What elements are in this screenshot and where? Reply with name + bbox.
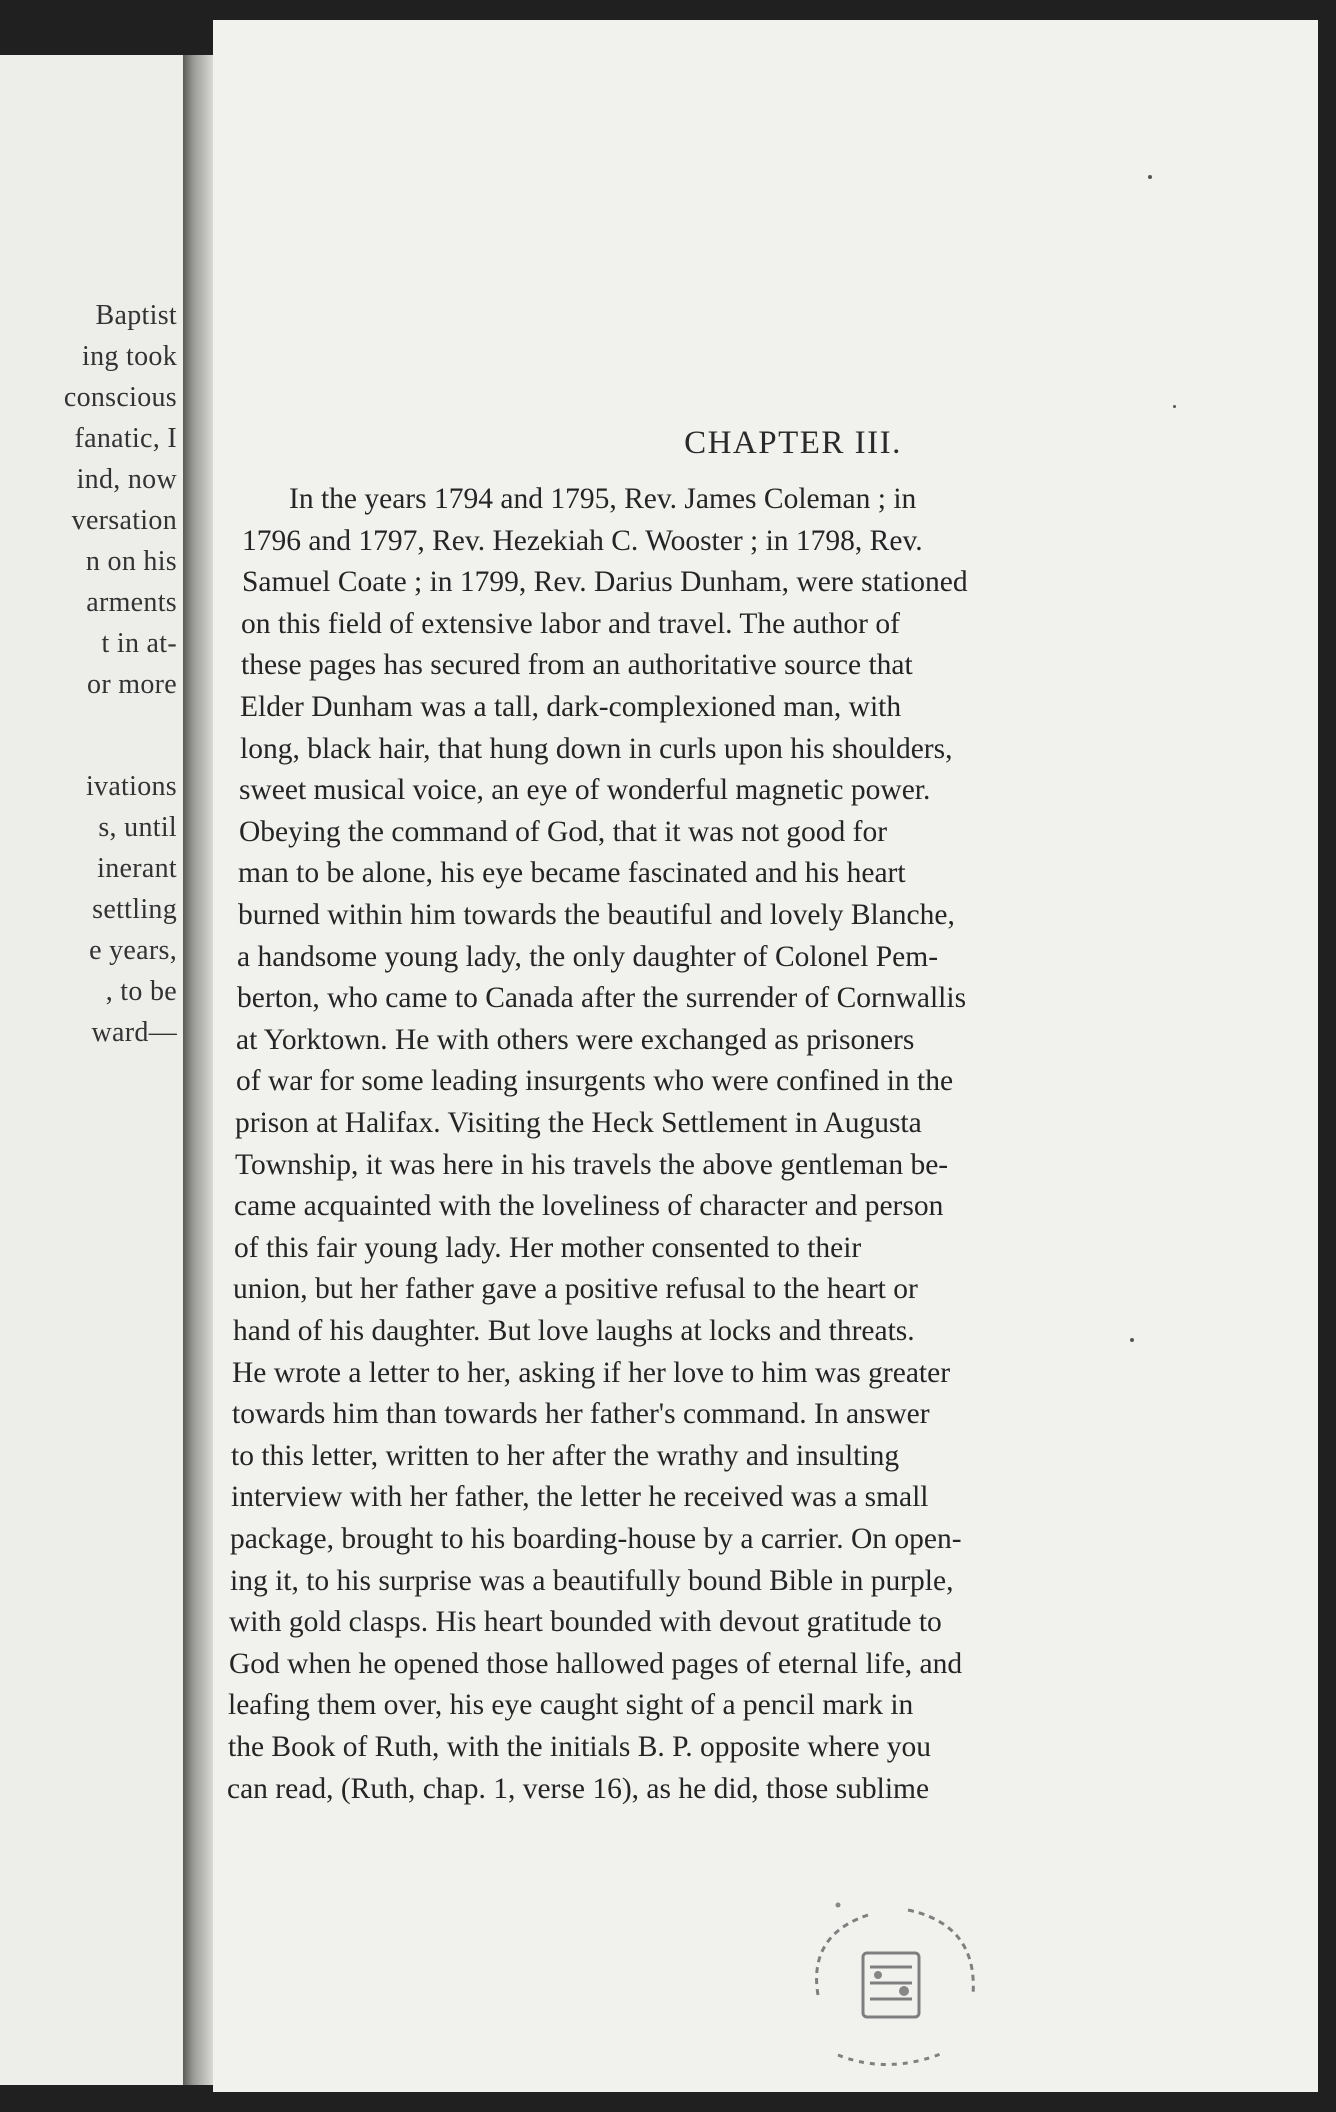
left-page-line: n on his (85, 546, 177, 577)
body-text-line: Samuel Coate ; in 1799, Rev. Darius Dunham, were stationed (242, 566, 968, 599)
left-page-line: or more (87, 669, 177, 700)
left-page-line: e years, (89, 935, 177, 966)
body-text-line: In the years 1794 and 1795, Rev. James Coleman ; in (289, 483, 917, 515)
book-gutter (183, 55, 213, 2085)
left-page-line: fanatic, I (74, 423, 177, 454)
library-seal-icon (778, 1875, 1008, 2085)
body-text-line: of this fair young lady. Her mother consented to their (234, 1231, 862, 1264)
body-text-line: interview with her father, the letter he received was a small (231, 1481, 929, 1514)
left-page-line: arments (86, 587, 177, 618)
left-page-line: conscious (63, 382, 177, 413)
body-text-line: man to be alone, his eye became fascinated and his heart (238, 857, 906, 890)
body-text-line: can read, (Ruth, chap. 1, verse 16), as he did, those sublime (227, 1772, 930, 1805)
scan-speck (1130, 1338, 1134, 1342)
body-text-line: He wrote a letter to her, asking if her love to him was greater (232, 1356, 951, 1389)
body-text-line: with gold clasps. His heart bounded with devout gratitude to (229, 1606, 942, 1639)
body-text-line: at Yorktown. He with others were exchanged as prisoners (236, 1023, 915, 1056)
body-text-line: berton, who came to Canada after the surrender of Cornwallis (237, 982, 967, 1015)
right-page (213, 20, 1318, 2092)
body-text-line: these pages has secured from an authoritative source that (241, 649, 913, 682)
body-text-line: sweet musical voice, an eye of wonderful magnetic power. (239, 774, 931, 807)
left-page-line: ivations (85, 771, 177, 802)
body-text-line: to this letter, written to her after the wrathy and insulting (231, 1439, 900, 1472)
body-text-line: on this field of extensive labor and travel. The author of (241, 607, 900, 640)
body-text-line: the Book of Ruth, with the initials B. P. opposite where you (228, 1731, 932, 1763)
body-text-line: a handsome young lady, the only daughter of Colonel Pem- (237, 940, 939, 973)
body-text-line: Obeying the command of God, that it was not good for (239, 815, 888, 848)
body-text-line: leafing them over, his eye caught sight of a pencil mark in (228, 1689, 914, 1722)
left-page (0, 55, 185, 2085)
left-page-line: ind, now (76, 464, 177, 495)
body-text-line: of war for some leading insurgents who were confined in the (236, 1065, 954, 1098)
left-page-line: , to be (105, 976, 177, 1007)
left-page-line: ing took (82, 341, 177, 372)
body-text-line: God when he opened those hallowed pages of eternal life, and (229, 1647, 963, 1680)
left-page-line: Baptist (95, 300, 177, 331)
body-text-line: union, but her father gave a positive refusal to the heart or (233, 1273, 918, 1306)
body-text-line: prison at Halifax. Visiting the Heck Settlement in Augusta (235, 1107, 922, 1139)
body-text-line: came acquainted with the loveliness of character and person (234, 1190, 944, 1223)
scan-speck (1173, 405, 1176, 408)
left-page-line: settling (92, 894, 177, 925)
chapter-title: CHAPTER III. (684, 425, 902, 461)
body-text-line: long, black hair, that hung down in curls upon his shoulders, (240, 732, 953, 765)
left-page-line: inerant (97, 853, 177, 884)
body-text-line: burned within him towards the beautiful and lovely Blanche, (238, 899, 955, 931)
body-text-line: hand of his daughter. But love laughs at locks and threats. (233, 1315, 915, 1347)
body-text-line: 1796 and 1797, Rev. Hezekiah C. Wooster ; in 1798, Rev. (242, 524, 923, 557)
left-page-line: t in at- (101, 628, 177, 659)
body-text-line: Township, it was here in his travels the above gentleman be- (235, 1148, 949, 1181)
left-page-line: versation (71, 505, 177, 536)
scan-speck (1148, 175, 1152, 179)
body-text-line: ing it, to his surprise was a beautifully bound Bible in purple, (230, 1564, 954, 1597)
left-page-line: s, until (98, 812, 177, 843)
body-text-line: towards him than towards her father's command. In answer (232, 1398, 930, 1431)
left-page-line: ward— (91, 1017, 177, 1048)
body-text-line: Elder Dunham was a tall, dark-complexioned man, with (240, 691, 902, 723)
body-text-line: package, brought to his boarding-house by a carrier. On open- (230, 1523, 962, 1555)
